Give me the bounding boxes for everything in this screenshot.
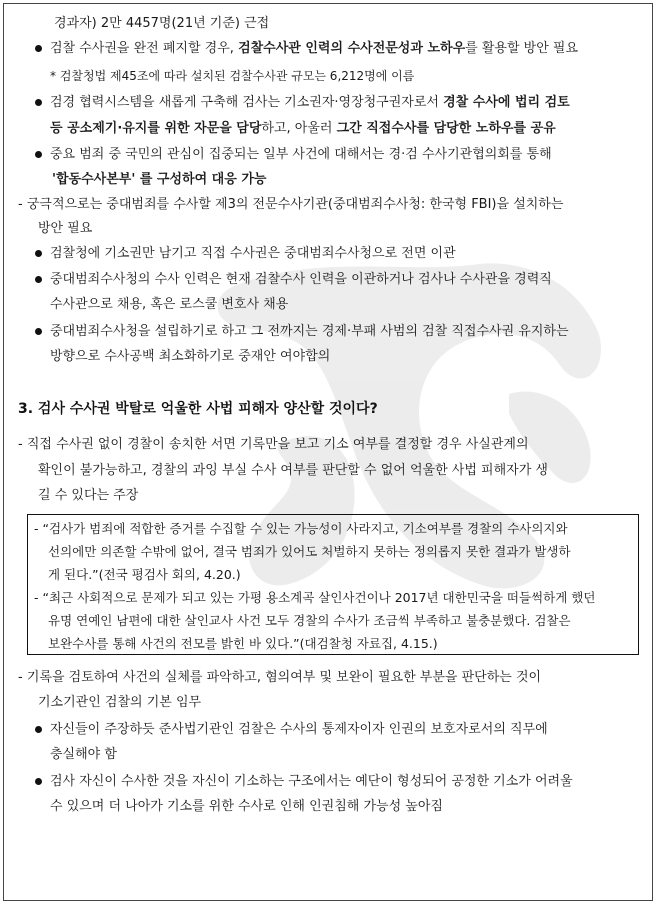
- bullet-a-bold: 검찰수사관 인력의 수사전문성과 노하우: [238, 41, 466, 56]
- bullet-dot: [35, 45, 42, 52]
- quote2-line1: - “최근 사회적으로 문제가 되고 있는 가평 용소계곡 살인사건이나 2017년 대한민국을 떠들썩하게 했던: [34, 590, 596, 605]
- bullet-d3-line2: 방향으로 수사공백 최소화하기로 중재안 여야합의: [50, 349, 331, 364]
- note-a: * 검찰청법 제45조에 따라 설치된 검찰수사관 규모는 6,212명에 이름: [50, 69, 415, 83]
- bullet-a-part1: 검찰 수사권을 완전 폐지할 경우,: [50, 41, 239, 56]
- bullet-dot: [35, 250, 42, 257]
- quote1-line2: 선의에만 의존할 수밖에 없어, 결국 범죄가 있어도 처벌하지 못하는 정의롭지 못한 결과가 발생하: [48, 544, 571, 559]
- s3-bullet2-line1: 검사 자신이 수사한 것을 자신이 기소하는 구조에서는 예단이 형성되어 공정한 기소가 어려울: [50, 774, 573, 789]
- s3-bullet1-line2: 충실해야 함: [50, 747, 117, 762]
- s3-dash1-line3: 길 수 있다는 주장: [38, 488, 139, 503]
- section-heading: 3. 검사 수사권 박탈로 억울한 사법 피해자 양산할 것이다?: [18, 401, 378, 417]
- bullet-dot: [35, 151, 42, 158]
- quote2-line2: 유명 연예인 남편에 대한 살인교사 사건 모두 경찰의 수사가 조금씩 부족하고 불충분했다. 검찰은: [48, 613, 571, 628]
- bullet-c-line1: 중요 범죄 중 국민의 관심이 집중되는 일부 사건에 대해서는 경·검 수사기관협의회를 통해: [50, 147, 552, 162]
- bullet-c-line2: [52, 172, 266, 188]
- intro-line: 경과자) 2만 4457명(21년 기준) 근접: [54, 16, 270, 31]
- bullet-d1: 검찰청에 기소권만 남기고 직접 수사권은 중대범죄수사청으로 전면 이관: [50, 246, 456, 261]
- s3-dash2-line2: 기소기관인 검찰의 기본 임무: [38, 695, 202, 710]
- s3-dash1-line1: - 직접 수사권 없이 경찰이 송치한 서면 기록만을 보고 기소 여부를 결정할 경우 사실관계의: [18, 437, 529, 452]
- bullet-b-line1: [50, 95, 570, 111]
- s3-bullet1-line1: 자신들이 주장하듯 준사법기관인 검찰은 수사의 통제자이자 인권의 보호자로서의 직무에: [50, 722, 548, 737]
- bullet-c-bold: '합동수사본부' 를 구성하여 대응 가능: [52, 172, 267, 187]
- bullet-b-l2-mid: 하고, 아울러: [261, 121, 337, 136]
- quote2-line3: 보완수사를 통해 사건의 전모를 밝힌 바 있다.”(대검찰청 자료집, 4.15.): [48, 636, 438, 651]
- bullet-d3-line1: 중대범죄수사청을 설립하기로 하고 그 전까지는 경제·부패 사범의 검찰 직접수사권 유지하는: [50, 324, 569, 339]
- bullet-dot: [35, 726, 42, 733]
- bullet-b-l1-pre: 검경 협력시스템을 새롭게 구축해 검사는 기소권자·영장청구권자로서: [50, 95, 444, 110]
- bullet-a-part3: 를 활용할 방안 필요: [465, 41, 579, 56]
- s3-dash2-line1: - 기록을 검토하여 사건의 실체를 파악하고, 혐의여부 및 보완이 필요한 부분을 판단하는 것이: [18, 670, 542, 685]
- bullet-d2-line1: 중대범죄수사청의 수사 인력은 현재 검찰수사 인력을 이관하거나 검사나 수사관을 경력직: [50, 272, 552, 287]
- s3-bullet2-line2: 수 있으며 더 나아가 기소를 위한 수사로 인해 인권침해 가능성 높아짐: [50, 799, 443, 814]
- bullet-b-l2-bold1: 등 공소제기·유지를 위한 자문을 담당: [50, 121, 262, 136]
- quote-box: [27, 514, 639, 655]
- quote1-line3: 게 된다.”(전국 평검사 회의, 4.20.): [48, 567, 241, 582]
- bullet-dot: [35, 99, 42, 106]
- bullet-b-l1-bold: 경찰 수사에 법리 검토: [443, 95, 570, 110]
- quote1-line1: - “검사가 범죄에 적합한 증거를 수집할 수 있는 가능성이 사라지고, 기소여부를 경찰의 수사의지와: [34, 521, 568, 536]
- bullet-dot: [35, 778, 42, 785]
- bullet-dot: [35, 328, 42, 335]
- bullet-dot: [35, 276, 42, 283]
- s3-dash1-line2: 확인이 불가능하고, 경찰의 과잉 부실 수사 여부를 판단할 수 없어 억울한 사법 피해자가 생: [38, 463, 548, 478]
- bullet-a-text: [50, 41, 578, 57]
- bullet-d2-line2: 수사관으로 채용, 혹은 로스쿨 변호사 채용: [50, 297, 289, 312]
- bullet-b-line2: [50, 121, 556, 137]
- dash-d-line2: 방안 필요: [38, 221, 93, 236]
- dash-d-line1: - 궁극적으로는 중대범죄를 수사할 제3의 전문수사기관(중대범죄수사청: 한국형 FBI)을 설치하는: [18, 197, 564, 212]
- bullet-b-l2-bold2: 그간 직접수사를 담당한 노하우를 공유: [336, 121, 556, 136]
- document-page: [3, 3, 653, 901]
